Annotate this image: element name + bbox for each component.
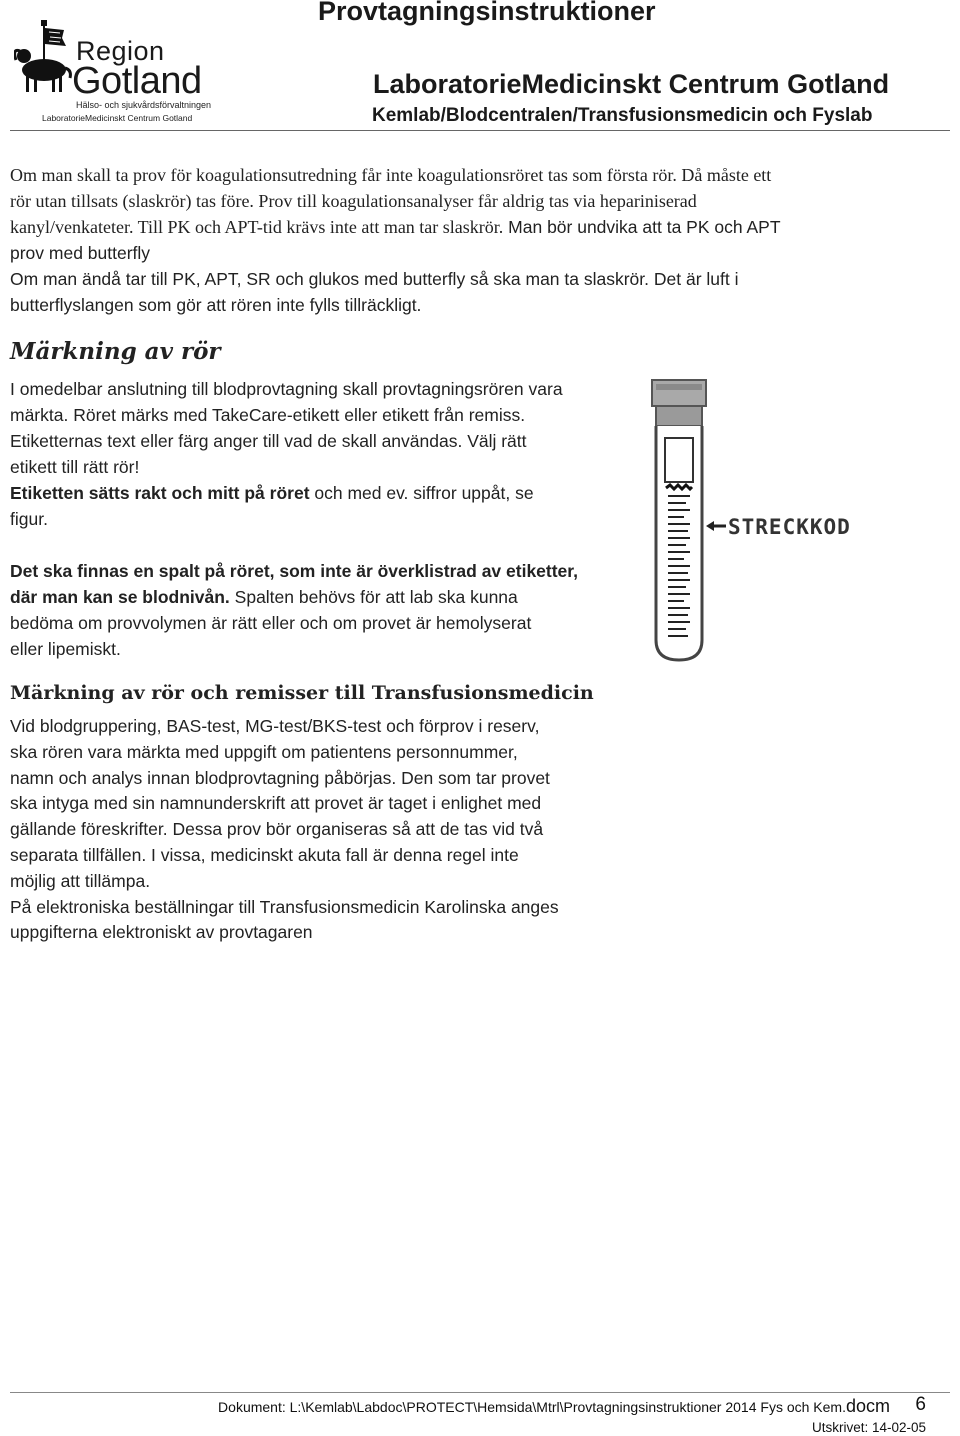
transfusion-line-3: namn och analys innan blodprovtagning påbörjas. Den som tar provet (10, 767, 550, 788)
gap-bold-2: där man kan se blodnivån. (10, 587, 230, 607)
intro-paragraph-serif (10, 162, 930, 240)
footer-divider (10, 1392, 950, 1393)
marking-line-2: märkta. Röret märks med TakeCare-etikett eller etikett från remiss. (10, 405, 526, 425)
transfusion-line-1: Vid blodgruppering, BAS-test, MG-test/BKS-test och förprov i reserv, (10, 716, 540, 736)
ram-emblem-icon (14, 18, 74, 108)
marking-line-3: Etiketternas text eller färg anger till vad de skall användas. Välj rätt (10, 431, 527, 451)
intro-line-3 (10, 214, 930, 240)
gap-line-2 (10, 584, 650, 610)
gap-bold-1: Det ska finnas en spalt på röret, som inte är överklistrad av etiketter, (10, 561, 578, 581)
header-divider (10, 130, 950, 131)
transfusion-line-2: ska rören vara märkta med uppgift om patientens personnummer, (10, 741, 518, 762)
page-subtitle-departments: Kemlab/Blodcentralen/Transfusionsmedicin och Fyslab (372, 105, 873, 126)
intro-line-3-tail: Man bör undvika att ta PK och APT (503, 217, 781, 237)
marking-line-5 (10, 480, 650, 506)
footer-document-path (218, 1396, 890, 1417)
marking-line-6: figur. (10, 509, 48, 529)
barcode-label: STRECKKOD (728, 515, 851, 539)
transfusion-line-4: ska intyga med sin namnunderskrift att provet är taget i enlighet med (10, 793, 542, 814)
logo-gotland-text: Gotland (72, 60, 202, 102)
marking-line-4: etikett till rätt rör! (10, 457, 140, 477)
intro-line-2: rör utan tillsats (slaskrör) tas före. Prov till koagulationsanalyser får aldrig tas via hepariniserad (10, 191, 697, 211)
gap-line-2-tail: Spalten behövs för att lab ska kunna (229, 587, 518, 607)
transfusion-line-6: separata tillfällen. I vissa, medicinskt akuta fall är denna regel inte (10, 844, 519, 865)
region-gotland-logo (14, 18, 212, 123)
logo-region-text: Region (76, 36, 165, 66)
intro-line-6: butterflyslangen som gör att rören inte fylls tillräckligt. (10, 295, 422, 315)
marking-line-5-tail: och med ev. siffror uppåt, se (309, 483, 534, 503)
logo-subtitle-1: Hälso- och sjukvårdsförvaltningen (76, 100, 212, 110)
transfusion-line-5: gällande föreskrifter. Dessa prov bör organiseras så att de tas vid två (10, 819, 544, 840)
intro-line-5: Om man ändå tar till PK, APT, SR och glukos med butterfly så ska man ta slaskrör. Det är luft i (10, 269, 739, 289)
footer-document-text: Dokument: L:\Kemlab\Labdoc\PROTECT\Hemsida\Mtrl\Provtagningsinstruktioner 2014 Fys och Kem. (218, 1399, 846, 1415)
gap-line-1 (10, 558, 650, 584)
gap-line-3: bedöma om provvolymen är rätt eller och om provet är hemolyserat (10, 613, 532, 633)
intro-line-3-serif: kanyl/venkateter. Till PK och APT-tid krävs inte att man tar slaskrör. (10, 217, 504, 237)
marking-paragraph-2 (10, 558, 650, 662)
intro-paragraph-sans (10, 240, 930, 318)
section-heading-transfusion: Märkning av rör och remisser till Transfusionsmedicin (10, 682, 594, 704)
intro-line-1: Om man skall ta prov för koagulationsutredning får inte koagulationsröret tas som första rör. Då måste ett (10, 165, 772, 185)
marking-paragraph-1 (10, 376, 650, 532)
page-title: Provtagningsinstruktioner (318, 0, 656, 26)
printed-date: Utskrivet: 14-02-05 (811, 1420, 926, 1435)
transfusion-line-8: På elektroniska beställningar till Transfusionsmedicin Karolinska anges (10, 896, 559, 917)
page-subtitle-lab: LaboratorieMedicinskt Centrum Gotland (373, 69, 890, 99)
section-heading-marking: Märkning av rör (10, 338, 221, 365)
marking-line-1: I omedelbar anslutning till blodprovtagning skall provtagningsrören vara (10, 379, 563, 399)
transfusion-paragraph (10, 714, 650, 946)
logo-subtitle-2: LaboratorieMedicinskt Centrum Gotland (42, 113, 193, 123)
intro-line-4: prov med butterfly (10, 243, 151, 263)
transfusion-line-7: möjlig att tillämpa. (10, 870, 151, 891)
transfusion-line-9: uppgifterna elektroniskt av provtagaren (10, 922, 313, 943)
page-number: 6 (915, 1394, 926, 1415)
marking-bold-instruction: Etiketten sätts rakt och mitt på röret (10, 483, 310, 503)
footer-document-ext: docm (845, 1396, 890, 1416)
gap-line-4: eller lipemiskt. (10, 639, 121, 659)
